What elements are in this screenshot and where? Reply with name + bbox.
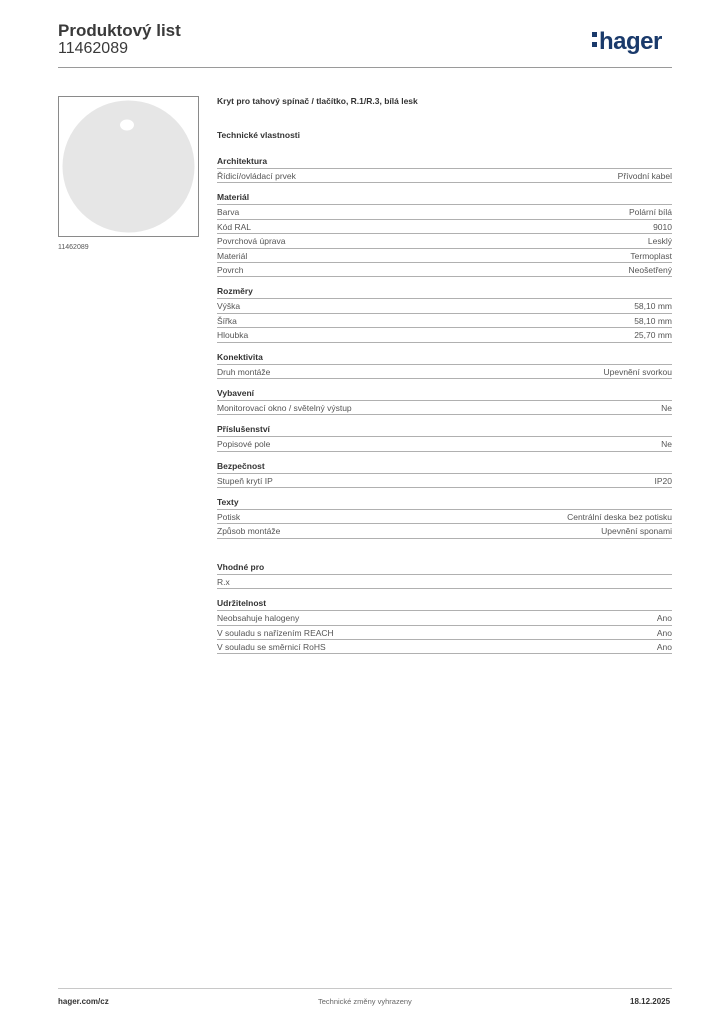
spec-row bbox=[217, 262, 672, 277]
spec-label: Řídicí/ovládací prvek bbox=[217, 171, 296, 181]
spec-section bbox=[217, 461, 672, 488]
spec-row bbox=[217, 313, 672, 327]
product-title: Kryt pro tahový spínač / tlačítko, R.1/R.3, bílá lesk bbox=[217, 96, 418, 106]
spec-label: Druh montáže bbox=[217, 366, 271, 377]
section-title: Rozměry bbox=[217, 286, 253, 297]
spec-value: Neošetřený bbox=[628, 264, 672, 275]
spec-row bbox=[217, 327, 672, 342]
spec-label: Monitorovací okno / světelný výstup bbox=[217, 402, 352, 413]
section-title: Příslušenství bbox=[217, 424, 270, 435]
spec-value: Polární bílá bbox=[629, 207, 672, 218]
spec-value: Ano bbox=[656, 627, 672, 638]
spec-row bbox=[217, 574, 672, 589]
spec-section bbox=[217, 424, 672, 451]
footer-notice: Technické změny vyhrazeny bbox=[318, 997, 412, 1006]
section-title: Materiál bbox=[217, 192, 250, 203]
spec-row bbox=[217, 509, 672, 523]
spec-rows bbox=[217, 204, 672, 277]
spec-value: 9010 bbox=[653, 221, 672, 232]
spec-label: Materiál bbox=[217, 250, 248, 261]
image-caption: 11462089 bbox=[58, 244, 89, 251]
spec-section bbox=[217, 562, 672, 589]
spec-label: V souladu se směrnicí RoHS bbox=[217, 642, 326, 653]
spec-value: Ano bbox=[656, 613, 672, 624]
spec-rows bbox=[217, 473, 672, 488]
spec-row bbox=[217, 473, 672, 488]
spec-sections bbox=[217, 156, 672, 654]
spec-label: Potisk bbox=[217, 512, 241, 523]
spec-rows bbox=[217, 610, 672, 654]
section-title: Vhodné pro bbox=[217, 561, 265, 572]
spec-rows bbox=[217, 574, 672, 589]
spec-value: 58,10 mm bbox=[634, 301, 672, 312]
spec-value: 25,70 mm bbox=[634, 330, 672, 341]
spec-label: R.x bbox=[217, 576, 230, 587]
section-title: Udržitelnost bbox=[217, 598, 267, 609]
tech-properties-heading: Technické vlastnosti bbox=[217, 130, 300, 140]
spec-rows bbox=[217, 364, 672, 379]
header-divider bbox=[58, 67, 672, 68]
spec-rows bbox=[217, 298, 672, 342]
spec-row bbox=[217, 204, 672, 218]
spec-row bbox=[217, 219, 672, 233]
spec-value: Upevnění sponami bbox=[601, 526, 672, 537]
spec-row bbox=[217, 168, 672, 183]
spec-value: Upevnění svorkou bbox=[603, 366, 672, 377]
spec-row bbox=[217, 436, 672, 451]
spec-row bbox=[217, 523, 672, 538]
logo-dots-icon bbox=[592, 32, 598, 50]
spec-value: Lesklý bbox=[647, 236, 672, 247]
spec-label: Neobsahuje halogeny bbox=[217, 613, 300, 624]
spec-section bbox=[217, 598, 672, 654]
section-title: Vybavení bbox=[217, 387, 255, 398]
logo-text: hager bbox=[599, 28, 662, 55]
spec-value: 58,10 mm bbox=[634, 315, 672, 326]
section-title: Architektura bbox=[217, 156, 268, 166]
product-details bbox=[217, 96, 672, 663]
product-image bbox=[58, 96, 199, 237]
spec-value: Ano bbox=[656, 642, 672, 653]
spec-label: Povrchová úprava bbox=[217, 236, 286, 247]
spec-row bbox=[217, 298, 672, 312]
page-title: Produktový list bbox=[58, 21, 181, 40]
spec-value: IP20 bbox=[654, 475, 672, 486]
spec-label: Šířka bbox=[217, 315, 237, 326]
spec-label: Výška bbox=[217, 301, 241, 312]
spec-section bbox=[217, 192, 672, 277]
spec-label: Povrch bbox=[217, 264, 244, 275]
spec-value: Ne bbox=[661, 402, 672, 413]
spec-label: V souladu s nařízením REACH bbox=[217, 627, 334, 638]
hager-logo bbox=[592, 28, 662, 56]
footer-website[interactable]: hager.com/cz bbox=[58, 997, 109, 1006]
spec-row bbox=[217, 248, 672, 262]
section-gap bbox=[217, 548, 672, 562]
spec-rows bbox=[217, 400, 672, 415]
spec-section bbox=[217, 352, 672, 379]
spec-label: Popisové pole bbox=[217, 439, 271, 450]
spec-label: Hloubka bbox=[217, 330, 249, 341]
round-cover-icon bbox=[59, 97, 198, 236]
spec-row bbox=[217, 364, 672, 379]
spec-label: Barva bbox=[217, 207, 240, 218]
spec-row bbox=[217, 233, 672, 247]
footer-date: 18.12.2025 bbox=[630, 997, 671, 1006]
spec-row bbox=[217, 625, 672, 639]
footer-divider bbox=[58, 988, 672, 989]
spec-rows bbox=[217, 509, 672, 539]
section-title: Texty bbox=[217, 497, 239, 508]
spec-value: Termoplast bbox=[630, 250, 672, 261]
spec-value: Ne bbox=[661, 439, 672, 450]
product-number: 11462089 bbox=[58, 40, 128, 57]
spec-section bbox=[217, 286, 672, 342]
spec-rows bbox=[217, 436, 672, 451]
section-title: Konektivita bbox=[217, 351, 263, 362]
spec-label: Kód RAL bbox=[217, 221, 252, 232]
spec-row bbox=[217, 400, 672, 415]
spec-row bbox=[217, 610, 672, 624]
spec-label: Způsob montáže bbox=[217, 526, 281, 537]
spec-value: Přívodní kabel bbox=[617, 171, 672, 181]
section-title: Bezpečnost bbox=[217, 460, 265, 471]
spec-rows bbox=[217, 168, 672, 183]
spec-value: Centrální deska bez potisku bbox=[567, 512, 672, 523]
spec-section bbox=[217, 388, 672, 415]
spec-section bbox=[217, 497, 672, 539]
spec-section bbox=[217, 156, 672, 183]
spec-label: Stupeň krytí IP bbox=[217, 475, 273, 486]
spec-row bbox=[217, 639, 672, 654]
